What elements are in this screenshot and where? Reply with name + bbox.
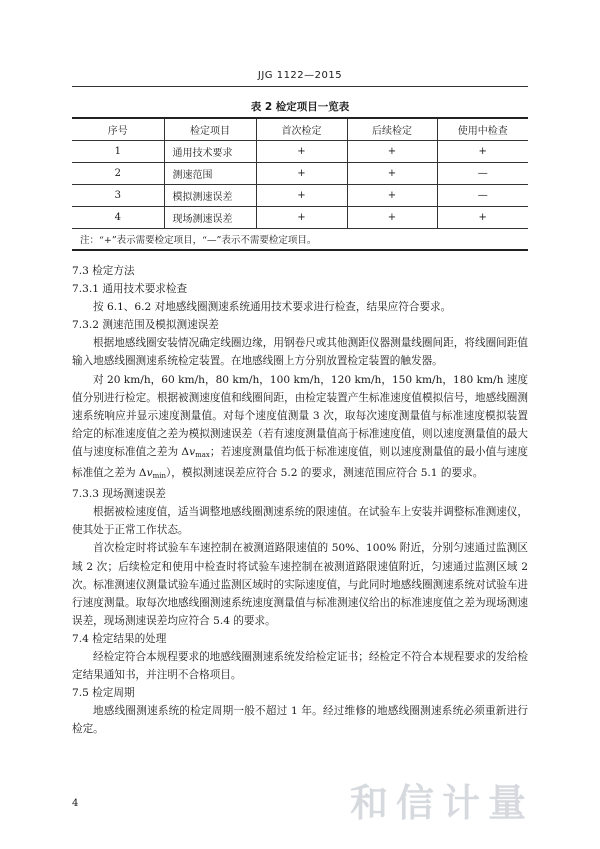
table-cell: + bbox=[347, 141, 437, 163]
table-cell: + bbox=[347, 185, 437, 207]
table-cell: — bbox=[437, 163, 528, 185]
text-run: 对 20 km/h，60 km/h，80 km/h，100 km/h，120 km/h，150 km/h，180 km/h 速度值分别进行检定。根据被测速度值和线圈间距，由检定装置产生标准速度值模拟信号，地感线圈测速系统响应并显示速度测量值。对每个速度值测量 3 次，取每次速度测量值与标准速度模拟装置给定的标准速度值之差为模拟测速误差（若有速度测量值高于标准速度值，则以速度测量值的最大值与速度标准值之差为 Δ bbox=[72, 373, 528, 458]
subscript-min: min bbox=[152, 472, 166, 481]
table-cell: + bbox=[347, 163, 437, 185]
table-cell: — bbox=[437, 185, 528, 207]
table-cell: 测速范围 bbox=[164, 163, 256, 185]
table-cell: + bbox=[347, 207, 437, 229]
speed-symbol: v bbox=[189, 445, 196, 458]
section-heading-7-3: 7.3 检定方法 bbox=[72, 265, 135, 277]
paragraph: 首次检定时将试验车车速控制在被测道路限速值的 50%、100% 附近，分别匀速通过监测区域 2 次；后续检定和使用中检查时将试验车速控制在被测道路限速值附近，匀速通过监测区域 2 次。标准测速仪测量试验车通过监测区域时的实际速度值，与此同时地感线圈测速系统对试验车进行速度测量。取每次地感线圈测速系统速度测量值与标准测速仪给出的标准速度值之差为现场测速误差，现场测速误差均应符合 5.4 的要求。 bbox=[72, 542, 528, 627]
paragraph: 经检定符合本规程要求的地感线圈测速系统发给检定证书；经检定不符合本规程要求的发给检定结果通知书，并注明不合格项目。 bbox=[72, 650, 528, 682]
table-cell: 2 bbox=[72, 163, 164, 185]
text-run: ），模拟测速误差应符合 5.2 的要求，测速范围应符合 5.1 的要求。 bbox=[165, 467, 484, 480]
page-number: 4 bbox=[72, 798, 79, 809]
paragraph: 根据地感线圈安装情况确定线圈边缘，用钢卷尺或其他测距仪器测量线圈间距，将线圈间距值输入地感线圈测速系统检定装置。在地感线圈上方分别放置检定装置的触发器。 bbox=[72, 337, 528, 368]
table-cell: + bbox=[437, 141, 528, 163]
section-heading-7-3-1: 7.3.1 通用技术要求检查 bbox=[72, 283, 188, 296]
header-cell: 检定项目 bbox=[164, 118, 256, 141]
standard-code-header: JJG 1122—2015 bbox=[257, 70, 343, 81]
table-note-row bbox=[72, 229, 528, 251]
speed-symbol: v bbox=[146, 467, 153, 480]
table-caption: 表 2 检定项目一览表 bbox=[250, 101, 350, 113]
table-cell: + bbox=[256, 185, 347, 207]
main-content bbox=[72, 262, 528, 738]
header-cell: 首次检定 bbox=[256, 118, 347, 141]
table-cell: + bbox=[256, 141, 347, 163]
table-row bbox=[72, 163, 528, 185]
table-cell: 3 bbox=[72, 185, 164, 207]
header-cell: 序号 bbox=[72, 118, 164, 141]
table-cell: 1 bbox=[72, 141, 164, 163]
paragraph bbox=[72, 371, 528, 486]
table-cell: + bbox=[256, 163, 347, 185]
header-cell: 使用中检查 bbox=[437, 118, 528, 141]
table-cell: 4 bbox=[72, 207, 164, 229]
table-cell: 现场测速误差 bbox=[164, 207, 256, 229]
table-row bbox=[72, 141, 528, 163]
watermark-logo: 和信计量 bbox=[350, 781, 535, 825]
section-heading-7-3-3: 7.3.3 现场测速误差 bbox=[72, 488, 166, 501]
section-heading-7-4: 7.4 检定结果的处理 bbox=[72, 632, 167, 645]
table-cell: + bbox=[437, 207, 528, 229]
section-heading-7-5: 7.5 检定周期 bbox=[72, 687, 135, 700]
paragraph: 根据被检速度值，适当调整地感线圈测速系统的限速值。在试验车上安装并调整标准测速仪，使其处于正常工作状态。 bbox=[72, 506, 528, 537]
subscript-max: max bbox=[195, 450, 210, 459]
table-cell: 通用技术要求 bbox=[164, 141, 256, 163]
table-cell: 模拟测速误差 bbox=[164, 185, 256, 207]
header-cell: 后续检定 bbox=[347, 118, 437, 141]
table-row bbox=[72, 207, 528, 229]
paragraph: 按 6.1、6.2 对地感线圈测速系统通用技术要求进行检查，结果应符合要求。 bbox=[93, 301, 452, 314]
header-rule bbox=[72, 86, 528, 87]
table-note: 注：“+”表示需要检定项目，“—”表示不需要检定项目。 bbox=[72, 229, 528, 251]
table-header-row bbox=[72, 118, 528, 141]
table-row bbox=[72, 185, 528, 207]
section-heading-7-3-2: 7.3.2 测速范围及模拟测速误差 bbox=[72, 319, 219, 332]
paragraph: 地感线圈测速系统的检定周期一般不超过 1 年。经过维修的地感线圈测速系统必须重新进行检定。 bbox=[72, 705, 528, 736]
table-cell: + bbox=[256, 207, 347, 229]
inspection-items-table bbox=[72, 117, 528, 251]
text-run: ；若速度测量值均低于标准速度值，则以速度测量值的最小值与速度标准值之差为 Δ bbox=[72, 445, 528, 480]
